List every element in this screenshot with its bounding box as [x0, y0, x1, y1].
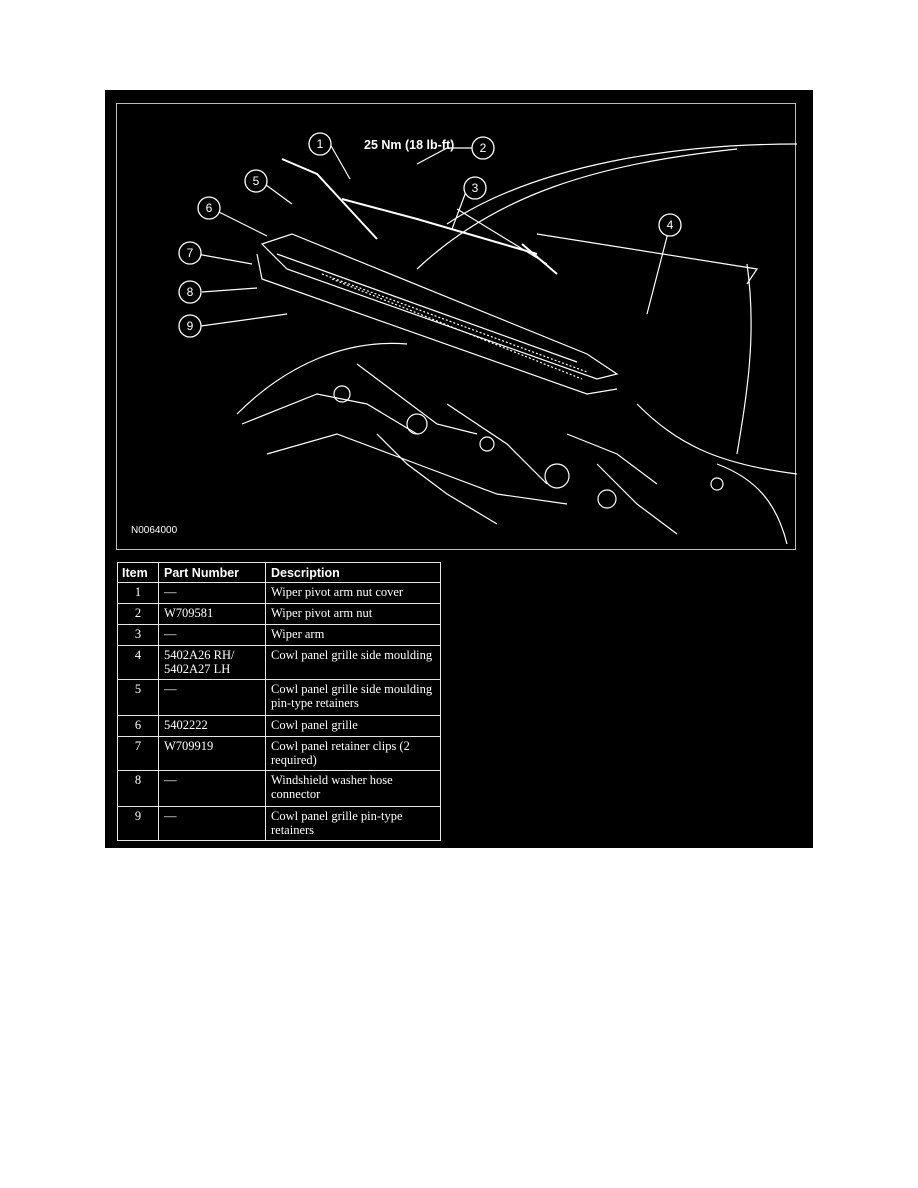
table-row: [118, 680, 441, 716]
cell-item: 8: [118, 771, 159, 807]
header-part-number: Part Number: [159, 563, 266, 583]
cell-part: 5402222: [159, 716, 266, 737]
callout-label: 2: [479, 141, 487, 155]
callout-label: 6: [205, 201, 213, 215]
callout-label: 3: [471, 181, 479, 195]
table-row: [118, 604, 441, 625]
cell-part: 5402A26 RH/ 5402A27 LH: [159, 646, 266, 680]
exploded-diagram: [116, 103, 796, 550]
table-row: [118, 771, 441, 807]
header-item: Item: [118, 563, 159, 583]
cell-item: 2: [118, 604, 159, 625]
cell-desc: Cowl panel grille side moulding pin-type retainers: [266, 680, 441, 716]
table-header-row: [118, 563, 441, 583]
cell-item: 5: [118, 680, 159, 716]
parts-table: [117, 562, 441, 841]
figure-code: N0064000: [131, 525, 178, 536]
table-row: [118, 625, 441, 646]
cell-item: 9: [118, 807, 159, 841]
callout-label: 4: [666, 218, 674, 232]
cell-part: —: [159, 625, 266, 646]
cell-part: —: [159, 583, 266, 604]
cell-desc: Wiper pivot arm nut: [266, 604, 441, 625]
cell-item: 3: [118, 625, 159, 646]
callout-label: 8: [186, 285, 194, 299]
callout-label: 7: [186, 246, 194, 260]
table-row: [118, 716, 441, 737]
cell-item: 4: [118, 646, 159, 680]
cell-item: 1: [118, 583, 159, 604]
cell-desc: Cowl panel grille: [266, 716, 441, 737]
cell-desc: Cowl panel grille side moulding: [266, 646, 441, 680]
cell-part: —: [159, 771, 266, 807]
cell-desc: Cowl panel retainer clips (2 required): [266, 737, 441, 771]
table-row: [118, 646, 441, 680]
cell-part: W709919: [159, 737, 266, 771]
header-description: Description: [266, 563, 441, 583]
cell-part: —: [159, 807, 266, 841]
table-row: [118, 737, 441, 771]
cell-item: 6: [118, 716, 159, 737]
callout-label: 5: [252, 174, 260, 188]
cell-desc: Wiper arm: [266, 625, 441, 646]
table-row: [118, 807, 441, 841]
table-row: [118, 583, 441, 604]
callout-label: 1: [316, 137, 324, 151]
cell-desc: Wiper pivot arm nut cover: [266, 583, 441, 604]
torque-label: 25 Nm (18 lb-ft): [364, 138, 455, 152]
cell-desc: Cowl panel grille pin-type retainers: [266, 807, 441, 841]
cell-desc: Windshield washer hose connector: [266, 771, 441, 807]
cell-part: —: [159, 680, 266, 716]
cowl-grille-illustration: [117, 104, 797, 551]
cell-item: 7: [118, 737, 159, 771]
callout-label: 9: [186, 319, 194, 333]
cell-part: W709581: [159, 604, 266, 625]
